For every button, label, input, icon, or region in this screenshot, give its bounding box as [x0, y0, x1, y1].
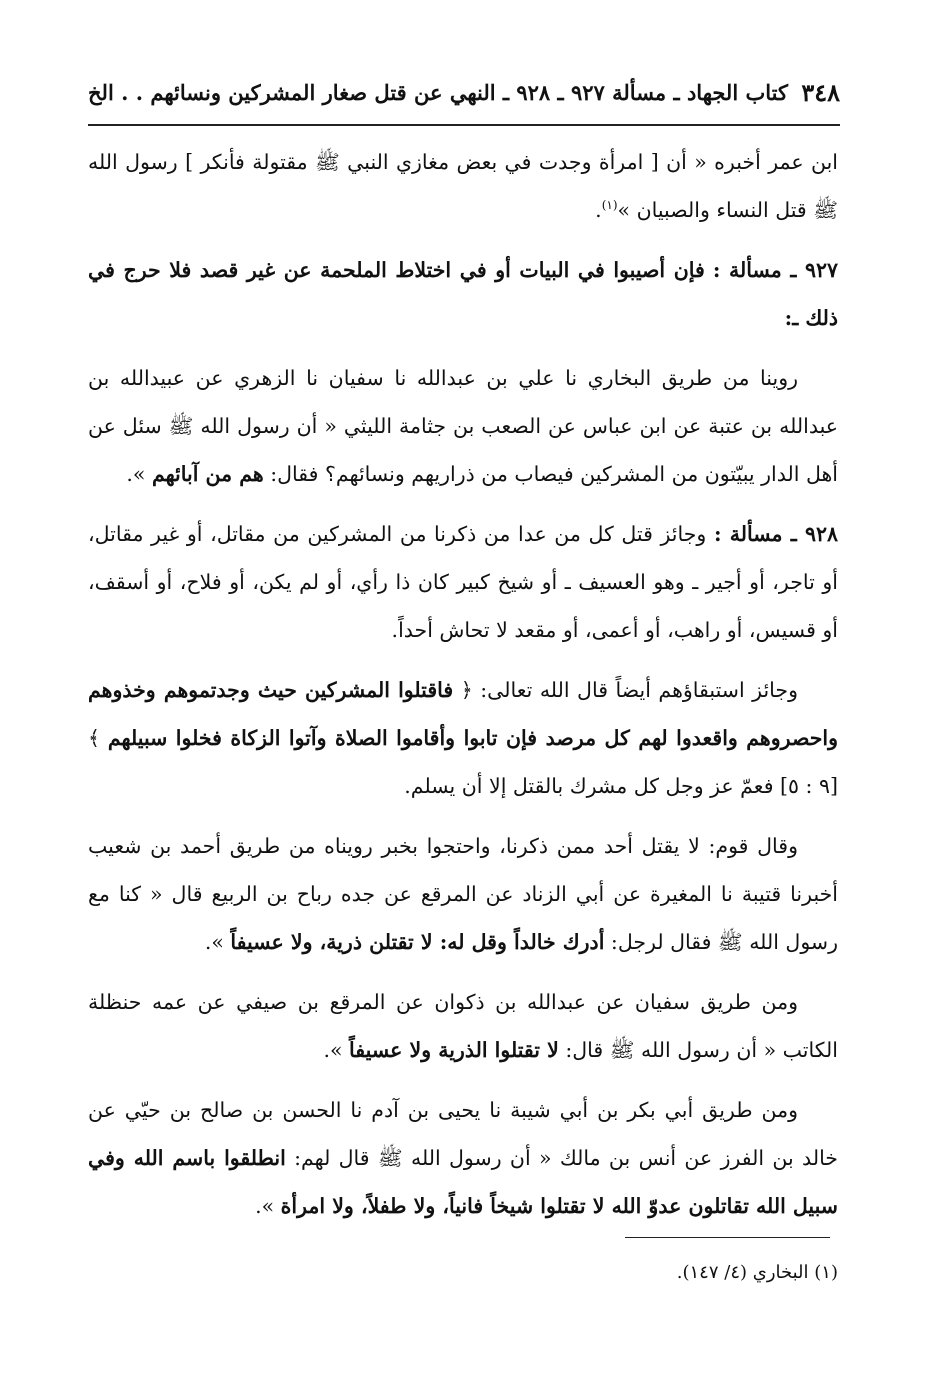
text-run: ومن طريق سفيان عن عبدالله بن ذكوان عن المرقع بن صيفي عن عمه حنظلة الكاتب « أن رسول الله ﷺ قال: [88, 990, 838, 1062]
body-paragraph [88, 978, 838, 1074]
text-run: روينا من طريق البخاري نا علي بن عبدالله نا سفيان نا الزهري عن عبيدالله بن عبدالله بن عتبة عن ابن عباس عن الصعب بن جثامة الليثي « أن رسول الله ﷺ سئل عن أهل الدار يبيّتون من المشركين فيصاب من ذراريهم ونسائهم؟ فقال: [88, 366, 838, 486]
bold-text: انطلقوا باسم الله وفي سبيل الله تقاتلون عدوّ الله لا تقتلوا شيخاً فانياً، ولا طفلاً، ولا امرأة [88, 1146, 838, 1218]
body-text [88, 138, 838, 1242]
bold-text: لا تقتلوا الذرية ولا عسيفاً [349, 1038, 559, 1062]
text-run: . [595, 198, 602, 222]
bold-text: ٩٢٨ ـ مسألة : [713, 522, 838, 546]
text-run: وقال قوم: لا يقتل أحد ممن ذكرنا، واحتجوا بخبر رويناه من طريق أحمد بن شعيب أخبرنا قتيبة نا المغيرة عن أبي الزناد عن المرقع عن جده رباح بن الربيع قال « كنا مع رسول الله ﷺ فقال لرجل: [88, 834, 838, 954]
body-paragraph [88, 510, 838, 654]
body-paragraph [88, 246, 838, 342]
text-run: وجائز استبقاؤهم أيضاً قال الله تعالى: ﴿ [453, 678, 798, 702]
text-run: ». [255, 1194, 281, 1218]
text-run: ومن طريق أبي بكر بن أبي شيبة نا يحيى بن آدم نا الحسن بن صالح بن حيّي عن خالد بن الفرز عن أنس بن مالك « أن رسول الله ﷺ قال لهم: [88, 1098, 838, 1170]
body-paragraph [88, 1086, 838, 1230]
text-run: ابن عمر أخبره « أن [ امرأة وجدت في بعض مغازي النبي ﷺ مقتولة فأنكر ] رسول الله ﷺ قتل النساء والصبيان » [88, 150, 838, 222]
bold-text: أدرك خالداً وقل له: لا تقتلن ذرية، ولا عسيفاً [230, 930, 605, 954]
footnote-reference: (١) [601, 198, 618, 213]
text-run: ». [323, 1038, 350, 1062]
footnote-divider [625, 1237, 830, 1238]
body-paragraph [88, 354, 838, 498]
bold-text: هم من آبائهم [151, 462, 264, 486]
page-number: ٣٤٨ [801, 77, 840, 107]
footnote: (١) البخاري (٤/ ١٤٧). [676, 1262, 838, 1283]
text-run: ». [204, 930, 231, 954]
bold-text: فاقتلوا المشركين حيث وجدتموهم وخذوهم واحصروهم واقعدوا لهم كل مرصد فإن تابوا وأقاموا الصلاة وآتوا الزكاة فخلوا سبيلهم [88, 678, 838, 750]
body-paragraph [88, 666, 838, 810]
running-title: كتاب الجهاد ـ مسألة ٩٢٧ ـ ٩٢٨ ـ النهي عن قتل صغار المشركين ونسائهم . . الخ [88, 79, 788, 105]
body-paragraph [88, 822, 838, 966]
page-header [88, 68, 840, 116]
body-paragraph [88, 138, 838, 234]
bold-text: فإن أصيبوا في البيات أو في اختلاط الملحمة عن غير قصد فلا حرج في ذلك ـ: [88, 258, 838, 330]
text-run: ». [126, 462, 152, 486]
header-divider [88, 124, 840, 126]
text-run: وجائز قتل كل من عدا من ذكرنا من المشركين من مقاتل، أو غير مقاتل، أو تاجر، أو أجير ـ وهو العسيف ـ أو شيخ كبير كان ذا رأي، أو لم يكن، أو فلاح، أو أسقف، أو قسيس، أو راهب، أو أعمى، أو مقعد لا تحاش أحداً. [88, 522, 838, 642]
text-run: ﴾ [٩ : ٥] فعمّ عز وجل كل مشرك بالقتل إلا أن يسلم. [88, 726, 838, 798]
text-run [705, 258, 713, 282]
bold-text: ٩٢٧ ـ مسألة : [712, 258, 838, 282]
